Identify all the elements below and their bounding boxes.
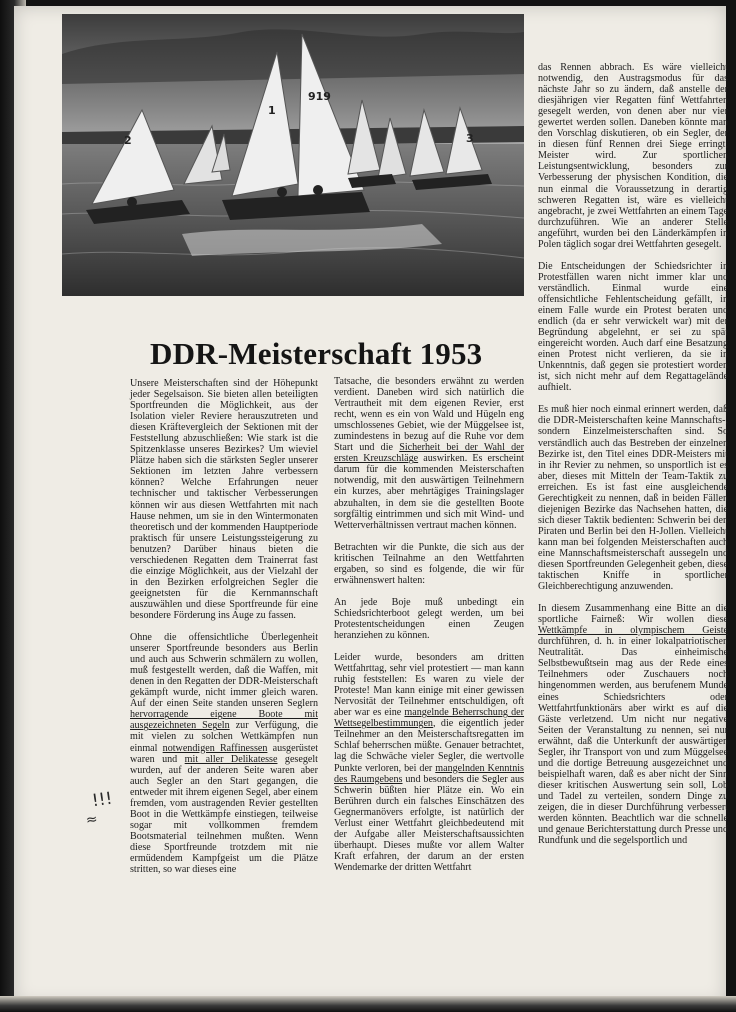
column-2: [334, 376, 524, 873]
sailing-photo-svg: [62, 14, 524, 296]
underlined-text: Wettkämpfe in olympischem Geiste: [538, 625, 728, 637]
underlined-text: Sicherheit bei der Wahl der ersten Kreuzschläge: [334, 442, 524, 465]
col2-paragraph-2: Betrachten wir die Punkte, die sich aus der kritischen Teilnahme an den Wettfahrten ergaben, so sind es folgende, die wir für erwähnenswert halten:: [334, 541, 524, 586]
text-run: und besonders die Segler aus Schwerin büßten hier Plätze ein. Wo ein Berühren durch ein falsches Einschätzen des Gegnermanövers erfolgte, ist natürlich der Verlust einer Wettfahrt gleichbedeutend mit der Aufgabe aller Meisterschaftsaussichten überhaupt. Dieses mußte vor allem Walter Kraft erfahren, der darum an der ersten Wendemarke der dritten Wettfahrt: [334, 773, 524, 873]
text-run: , die eigentlich jeder Teilnehmer an den Meisterschaftsregatten im Schlaf beherrschen müßte. Genauer betrachtet, lag die Schwäche vieler Segler, die wertvolle Punkte verloren, bei der: [334, 718, 524, 774]
underlined-text: notwendigen Raffinessen: [162, 742, 268, 754]
underlined-text: mangelnden Kenntnis des Raumgebens: [334, 762, 524, 785]
col2-paragraph-1: [334, 376, 524, 531]
sail-number-1: 2: [124, 134, 132, 147]
sail-number-3: 1: [268, 104, 276, 117]
col3-paragraph-4: [538, 603, 728, 846]
underlined-text: hervorragende eigene Boote mit ausgezeichneten Segeln: [130, 709, 318, 732]
sailing-photo: [62, 14, 524, 296]
col3-paragraph-1: das Rennen abbrach. Es wäre vielleicht notwendig, den Austragsmodus für das nächste Jahr so zu ändern, daß anstelle der diesjährigen vier Regatten fünf Wettfahrten gesegelt werden, von denen aber nur vier gewertet werden sollen. Daneben könnte man den Vorschlag diskutieren, ob ein Segler, der in diesen fünf Rennen drei Siege erringt, Meister wird. Zur sportlichen Leistungsentwicklung, besonders zur Verbesserung der physischen Kondition, die nun einmal die Voraussetzung in derartig schweren Regatten ist, wäre es vielleicht angebracht, je zwei Wettfahrten an einem Tage durchzuführen. Wie an anderer Stelle angeführt, wurden bei den Länderkämpfen in Polen täglich sogar drei Wettfahrten gesegelt.: [538, 62, 728, 250]
sail-number-2: 919: [308, 90, 331, 103]
text-run: Leider wurde, besonders am dritten Wettfahrttag, sehr viel protestiert — man kann ruhig feststellen: Es waren zu viele der Proteste! Man kann einige mit einer gewissen Nervosität der Teilnehmer entschuldigen, oft aber war es eine: [334, 652, 524, 719]
sail-number-4: 3: [466, 132, 474, 145]
col1-paragraph-1: Unsere Meisterschaften sind der Höhepunkt jeder Segelsaison. Sie bieten allen beteiligten Sportfreunden die Möglichkeit, aus der Isolation vieler Reviere herauszutreten und diesen Kräftevergleich der Sektionen mit der Feststellung abzuschließen: Wie stark ist die Spitzenklasse unseres Bezirkes? Um wieviel Plätze haben sich die stärksten Segler unserer Sektionen im letzten Jahre verbessern können? Welche Erfahrungen neuer technischer und taktischer Verbesserungen können wir aus diesen Wettfahrten mit nach Hause nehmen, um sie in den Wintermonaten theoretisch und der kommenden Hauptperiode praktisch für unsere Leistungssteigerung zu benutzen? Darüber hinaus bieten die verschiedenen Regatten dem Trainerrat fast die einzige Möglichkeit, aus der Vielzahl der in den Bezirken erfolgreichen Segler die geeignetsten für die Kernmannschaft auszuwählen und diese Sportfreunde für eine besondere Förderung ins Auge zu fassen.: [130, 378, 318, 621]
underlined-text: mit aller Delikatesse: [184, 753, 278, 765]
column-1: [130, 378, 318, 875]
headline: DDR-Meisterschaft 1953: [150, 336, 483, 371]
text-run: In diesem Zusammenhang eine Bitte an die sportliche Fairneß: Wir wollen diese: [538, 603, 728, 626]
text-run: zur Verfügung, die mit vielen zu solchen Wettkämpfen nun einmal: [130, 720, 318, 754]
col3-paragraph-2: Die Entscheidungen der Schiedsrichter in Protestfällen waren nicht immer klar und verständlich. Einmal wurde eine offensichtliche Fehlentscheidung gefällt, in einem Falle wurde ein Protest beraten und endlich (da er sehr verwickelt war) mit der Begründung abgelehnt, er sei zu spät eingereicht worden. Auch darf eine Besatzung einen Protest nicht verlieren, da sie in Unkenntnis, daß gegen sie protestiert worden ist, sich nicht mehr auf dem Regattagelände aufhielt.: [538, 260, 728, 394]
col3-paragraph-3: Es muß hier noch einmal erinnert werden, daß die DDR-Meisterschaften keine Mannschafts-, sondern Einzelmeisterschaften sind. So verständlich auch das Bestreben der einzelnen Bezirke ist, den Titel eines DDR-Meisters mit in ihr Revier zu nehmen, so unsportlich ist es aber, dieses mit Mitteln der Team-Taktik zu erreichen. Es ist fast eine ausgleichende Gerechtigkeit zu nennen, daß in beiden Fällen diejenigen Bezirke das Nachsehen hatten, die sich dieser Taktik bedienten: Schwerin bei den Piraten und Berlin bei den H-Jollen. Vielleicht kann man bei folgenden Meisterschaften auch eine Mannschaftsmeisterschaft aussegeln und diesen Sportfreunden Gelegenheit geben, diese taktischen Kniffe in sportlicher Gleichberechtigung anzuwenden.: [538, 404, 728, 593]
text-run: ausgerüstet waren und: [130, 742, 318, 765]
col2-paragraph-3: An jede Boje muß unbedingt ein Schiedsrichterboot gelegt werden, um bei Protestentscheidungen einen Zeugen heranziehen zu können.: [334, 596, 524, 641]
text-run: durchführen, d. h. in einer lokalpatriotischen Neutralität. Das einheimische Selbstbewußtsein mag aus der Rede eines Teilnehmers oder Zuschauers noch hingenommen werden, aus berufenem Munde eines Schiedsrichters oder Wettfahrtfunktionärs aber wirkt es auf die Gäste verletzend. Um nicht nur negative Seiten der Veranstaltung zu nennen, sei nur erwähnt, daß die Unterkunft der auswärtigen Segler, ihr Transport von und zum Müggelsee und die dortige Betreuung ausgezeichnet und beispielhaft waren, daß es aber nicht der Sinn dieser kritischen Auswertung sein soll, Lob und Tadel zu verteilen, sondern Dinge zu zeigen, die in dieser Durchführung verbessert werden könnten. Beachtlich war die schnelle und genaue Berichterstattung durch Presse und Rundfunk und die segelsportlich und: [538, 636, 728, 847]
scan-bottom-edge: [0, 996, 736, 1012]
text-run: Tatsache, die besonders erwähnt zu werden verdient. Daneben wird sich natürlich die Vertrautheit mit dem eigenen Revier, erst recht, wenn es ein von Wald und Hügeln eng umschlossenes Gebiet, wie der Müggelsee ist, zumindestens in bezug auf die Ruhe vor dem Start und die: [334, 376, 524, 454]
handwritten-mark-exclamation: !!!: [90, 788, 114, 812]
handwritten-mark-squiggle: ≈: [84, 811, 99, 829]
text-run: Ohne die offensichtliche Überlegenheit unserer Sportfreunde besonders aus Berlin und auch aus Schwerin schmälern zu wollen, muß festgestellt werden, daß die Waffen, mit denen in den Regatten der DDR-Meisterschaft gekämpft wurde, nicht immer gleich waren. Auf der einen Seite standen unseren Seglern: [130, 632, 318, 710]
underlined-text: mangelnde Beherrschung der Wettsegelbestimmungen: [334, 707, 525, 730]
text-run: gesegelt wurden, auf der anderen Seite waren aber auch Segler an den Start gegangen, die entweder mit ihrem eigenen Segel, aber einem fremden, vom austragenden Revier gestellten Boot in die Wettkämpfe einstiegen, teilweise sogar mit vollkommen fremdem Bootsmaterial teilnehmen mußten. Wenn diese Sportfreunde trotzdem mit nie ermüdendem Kampfgeist um die Plätze stritten, so war dieses eine: [130, 753, 318, 876]
column-3: [538, 62, 728, 846]
text-run: auswirken. Es erscheint darum für die kommenden Meisterschaften notwendig, mit den auswärtigen Teilnehmern ein kurzes, aber mehrtägiges Trainingslager abzuhalten, in dem sie die gestellten Boote sorgfältig eintrimmen und sich mit Wind- und Wetterverhältnissen vertraut machen können.: [334, 453, 524, 531]
col2-paragraph-4: [334, 652, 524, 873]
col1-paragraph-2: [130, 632, 318, 875]
